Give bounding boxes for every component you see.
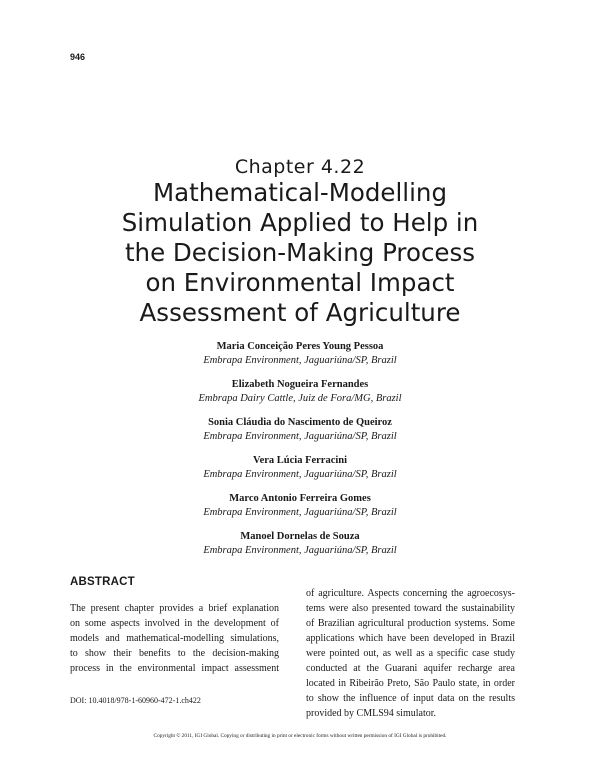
author-block: [150, 454, 450, 481]
abstract-left-column: [70, 601, 279, 676]
abstract-line: conducted at the Guarani aquifer recharge area: [306, 663, 515, 674]
author-affiliation: Embrapa Dairy Cattle, Juiz de Fora/MG, Brazil: [198, 393, 402, 404]
author-name: Sonia Cláudia do Nascimento de Queiroz: [208, 417, 392, 428]
author-name: Vera Lúcia Ferracini: [252, 455, 348, 466]
abstract-line: applications which have been developed in Brazil: [306, 633, 515, 644]
title-line: Mathematical-Modelling: [152, 178, 448, 207]
author-block: [150, 530, 450, 557]
author-affiliation: Embrapa Environment, Jaguariúna/SP, Brazil: [203, 431, 397, 442]
author-name: Elizabeth Nogueira Fernandes: [231, 379, 369, 390]
abstract-line: were pointed out, as well as a specific case study: [306, 648, 515, 659]
abstract-line: tems were also presented toward the sustainability: [306, 603, 515, 614]
author-affiliation: Embrapa Environment, Jaguariúna/SP, Brazil: [203, 507, 397, 518]
abstract-line: on some aspects involved in the development of: [70, 618, 279, 629]
doi: DOI: 10.4018/978-1-60960-472-1.ch422: [70, 696, 201, 705]
abstract-line: models and mathematical-modelling simulations,: [70, 633, 279, 644]
abstract-line: The present chapter provides a brief explanation: [70, 603, 279, 614]
author-affiliation: Embrapa Environment, Jaguariúna/SP, Brazil: [203, 469, 397, 480]
abstract-line: to show their benefits to the decision-making: [70, 648, 279, 659]
author-list: [150, 340, 450, 568]
abstract-line: provided by CMLS94 simulator.: [306, 708, 436, 719]
author-affiliation: Embrapa Environment, Jaguariúna/SP, Brazil: [203, 355, 397, 366]
title-line: on Environmental Impact: [145, 268, 455, 297]
author-block: [150, 416, 450, 443]
abstract-line: of agriculture. Aspects concerning the agroecosys-: [306, 588, 515, 599]
abstract-right-column: [306, 586, 515, 721]
chapter-label: Chapter 4.22: [234, 156, 366, 178]
abstract-line: located in Ribeirão Preto, São Paulo state, in order: [306, 678, 515, 689]
title-line: Simulation Applied to Help in: [121, 208, 479, 237]
copyright-notice: Copyright © 2011, IGI Global. Copying or distributing in print or electronic forms without written permission of IGI Global is prohibited.: [153, 733, 447, 739]
author-block: [150, 378, 450, 405]
author-block: [150, 340, 450, 367]
author-name: Maria Conceição Peres Young Pessoa: [216, 341, 384, 352]
abstract-line: process in the environmental impact assessment: [70, 663, 279, 674]
chapter-title: [60, 178, 540, 328]
abstract-line: to show the influence of input data on the results: [306, 693, 515, 704]
title-line: the Decision-Making Process: [124, 238, 476, 267]
author-affiliation: Embrapa Environment, Jaguariúna/SP, Brazil: [203, 545, 397, 556]
author-name: Manoel Dornelas de Souza: [240, 531, 360, 542]
abstract-line: of Brazilian agricultural production systems. Some: [306, 618, 515, 629]
author-block: [150, 492, 450, 519]
title-line: Assessment of Agriculture: [139, 298, 461, 327]
abstract-heading: ABSTRACT: [70, 576, 135, 588]
author-name: Marco Antonio Ferreira Gomes: [229, 493, 371, 504]
page-number: 946: [70, 52, 86, 62]
